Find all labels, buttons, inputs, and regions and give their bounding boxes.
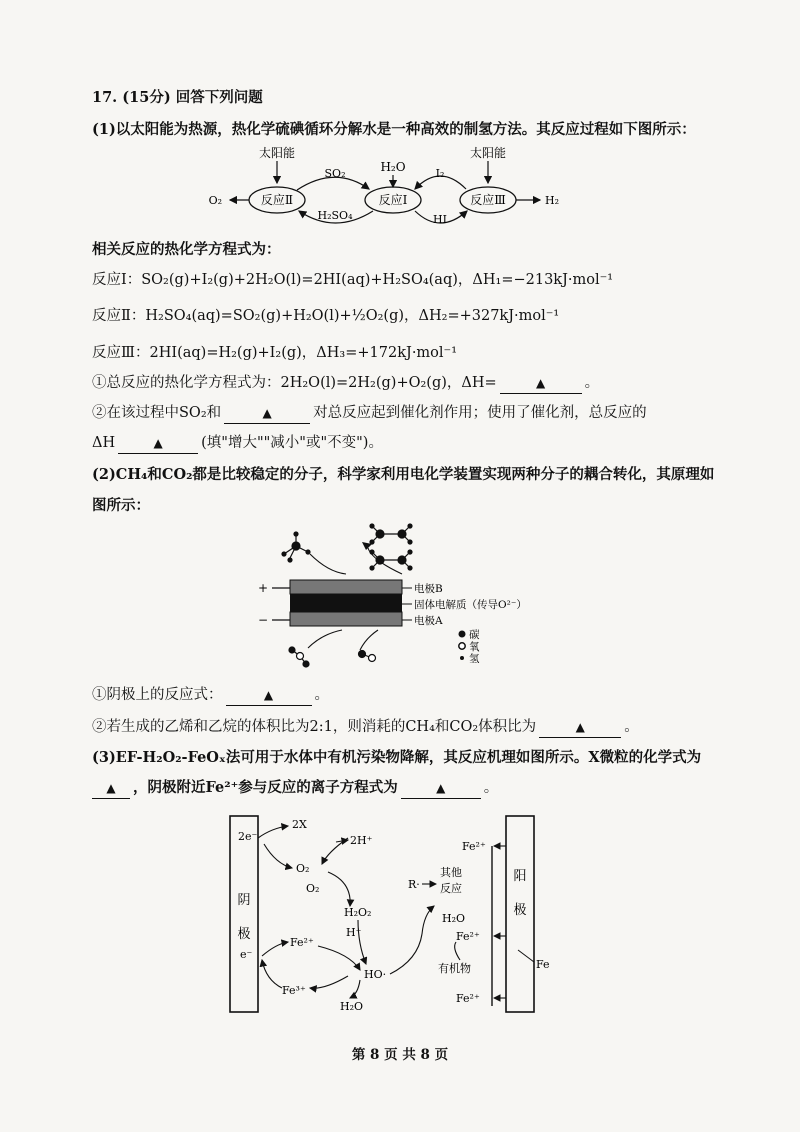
equation-reaction1: 反应Ⅰ：SO₂(g)+I₂(g)+2H₂O(l)=2HI(aq)+H₂SO₄(aq)，ΔH₁=−213kJ·mol⁻¹ <box>92 272 614 288</box>
fe-label: Fe <box>536 958 550 971</box>
question-2b: ②若生成的乙烯和乙烷的体积比为2:1，则消耗的CH₄和CO₂体积比为 ▲ 。 <box>92 717 639 738</box>
o2-top-label: O₂ <box>296 862 310 875</box>
fe2-right-label-1: Fe²⁺ <box>462 840 486 853</box>
ho-radical-label: HO· <box>364 968 387 981</box>
h2o2-label: H₂O₂ <box>344 906 372 919</box>
h2-product: H₂ <box>545 194 560 207</box>
answer-blank-2a[interactable] <box>226 685 312 706</box>
question-2b-text: ②若生成的乙烯和乙烷的体积比为2:1，则消耗的CH₄和CO₂体积比为 <box>92 719 537 735</box>
blank-marker: ▲ <box>436 781 446 795</box>
page-footer: 第 8 页 共 8 页 <box>351 1047 449 1063</box>
molecule-bottom-left <box>289 647 309 667</box>
r-radical-label: R· <box>408 878 420 891</box>
question-2a: ①阴极上的反应式： ▲ 。 <box>92 685 329 706</box>
fe2-right-label-2: Fe²⁺ <box>456 930 480 943</box>
answer-blank-3a[interactable] <box>92 778 130 799</box>
hplus-label: H⁺ <box>346 926 362 939</box>
legend-oxygen-dot <box>459 643 465 649</box>
positive-terminal: + <box>257 581 268 595</box>
legend-hydrogen: 氢 <box>469 653 480 665</box>
cathode-char1: 阴 <box>237 893 251 908</box>
question-2a-text: ①阴极上的反应式： <box>92 687 223 703</box>
reaction1-label: 反应Ⅰ <box>378 193 408 207</box>
fe2-left-label: Fe²⁺ <box>290 936 314 949</box>
organic-label: 有机物 <box>438 962 471 975</box>
answer-blank-1a[interactable] <box>500 373 582 394</box>
blank-marker: ▲ <box>153 436 163 450</box>
part3-line2-text: ，阴极附近Fe²⁺参与反应的离子方程式为 <box>133 779 398 796</box>
blank-marker: ▲ <box>536 376 546 390</box>
solar-energy-right: 太阳能 <box>469 146 507 160</box>
equation-reaction3: 反应Ⅲ：2HI(aq)=H₂(g)+I₂(g)，ΔH₃=+172kJ·mol⁻¹ <box>92 345 458 361</box>
e2-label: 2e⁻ <box>238 830 258 843</box>
fe2-right-label-3: Fe²⁺ <box>456 992 480 1005</box>
blank-marker: ▲ <box>262 406 272 420</box>
question-1b-line2 <box>92 433 383 454</box>
sulfur-iodine-cycle-diagram <box>208 143 575 235</box>
fe3-left-label: Fe³⁺ <box>282 984 306 997</box>
anode-char1: 阳 <box>513 869 527 884</box>
question-1a-text: ①总反应的热化学方程式为：2H₂O(l)=2H₂(g)+O₂(g)，ΔH= <box>92 375 497 391</box>
blank-marker: ▲ <box>106 781 116 795</box>
question-1b-text4: (填"增大""减小"或"不变")。 <box>201 435 383 451</box>
anode-char2: 极 <box>513 903 527 918</box>
other-reaction-line2: 反应 <box>440 882 462 895</box>
part2-line1: (2)CH₄和CO₂都是比较稳定的分子，科学家利用电化学装置实现两种分子的耦合转化，其原理如 <box>92 466 715 483</box>
reaction3-label: 反应Ⅲ <box>470 193 506 207</box>
other-reaction-line1: 其他 <box>440 866 462 879</box>
molecule-top-right <box>370 524 412 570</box>
o2-bottom-label: O₂ <box>306 882 320 895</box>
answer-blank-2b[interactable] <box>539 717 621 738</box>
part3-line1: (3)EF-H₂O₂-FeOₓ法可用于水体中有机污染物降解，其反应机理如图所示。X微粒的化学式为 <box>92 749 702 766</box>
blank-marker: ▲ <box>263 688 274 702</box>
question-header: 17. (15分) 回答下列问题 <box>92 89 263 106</box>
so2-label: SO₂ <box>324 167 346 180</box>
question-1b-text1: ②在该过程中SO₂和 <box>92 405 222 421</box>
part2-line2: 图所示： <box>92 497 150 514</box>
e1-label: e⁻ <box>240 948 253 961</box>
legend-hydrogen-dot <box>460 656 464 660</box>
answer-blank-3b[interactable] <box>401 778 481 799</box>
thermo-equations-label: 相关反应的热化学方程式为： <box>92 241 281 258</box>
question-1b-text3: ΔH <box>92 435 116 451</box>
legend-carbon: 碳 <box>469 629 480 641</box>
solar-energy-left: 太阳能 <box>258 146 296 160</box>
part1-intro: (1)以太阳能为热源，热化学硫碘循环分解水是一种高效的制氢方法。其反应过程如下图所示： <box>92 121 696 138</box>
answer-blank-1b-dh[interactable] <box>118 433 198 454</box>
part3-line2: ▲ ，阴极附近Fe²⁺参与反应的离子方程式为 ▲ 。 <box>92 778 498 799</box>
h2o-bottom-label: H₂O <box>340 1000 364 1013</box>
cathode-electrode <box>230 816 258 1012</box>
o2-product: O₂ <box>208 194 222 207</box>
water-label: H₂O <box>380 160 406 174</box>
blank-marker: ▲ <box>575 720 585 734</box>
electrode-a-label: 电极A <box>414 615 443 627</box>
cathode-char2: 极 <box>237 927 251 942</box>
molecule-bottom-right <box>359 651 376 662</box>
legend-oxygen: 氧 <box>469 641 480 653</box>
ef-h2o2-feox-mechanism-diagram <box>228 810 568 1022</box>
electrochemical-device-diagram <box>257 522 532 672</box>
h2so4-label: H₂SO₄ <box>317 209 353 222</box>
molecule-top-left <box>282 532 310 562</box>
question-1a: ①总反应的热化学方程式为：2H₂O(l)=2H₂(g)+O₂(g)，ΔH= ▲ 。 <box>92 373 599 394</box>
x2-label: 2X <box>292 818 307 831</box>
electrolyte-label: 固体电解质（传导O²⁻） <box>414 599 527 611</box>
question-1b-text2: 对总反应起到催化剂作用；使用了催化剂，总反应的 <box>313 405 647 421</box>
negative-terminal: − <box>257 613 268 627</box>
equation-reaction2: 反应Ⅱ：H₂SO₄(aq)=SO₂(g)+H₂O(l)+½O₂(g)，ΔH₂=+327kJ·mol⁻¹ <box>92 308 560 324</box>
h2o-right-label: H₂O <box>442 912 466 925</box>
h2plus-label: 2H⁺ <box>350 834 373 847</box>
electrode-b-label: 电极B <box>414 583 443 595</box>
i2-label: I₂ <box>435 167 445 180</box>
answer-blank-1b-catalyst[interactable] <box>224 403 310 424</box>
legend-carbon-dot <box>459 631 466 638</box>
reaction2-label: 反应Ⅱ <box>260 193 294 207</box>
question-1b-line1 <box>92 403 647 424</box>
hi-label: HI <box>433 213 447 226</box>
